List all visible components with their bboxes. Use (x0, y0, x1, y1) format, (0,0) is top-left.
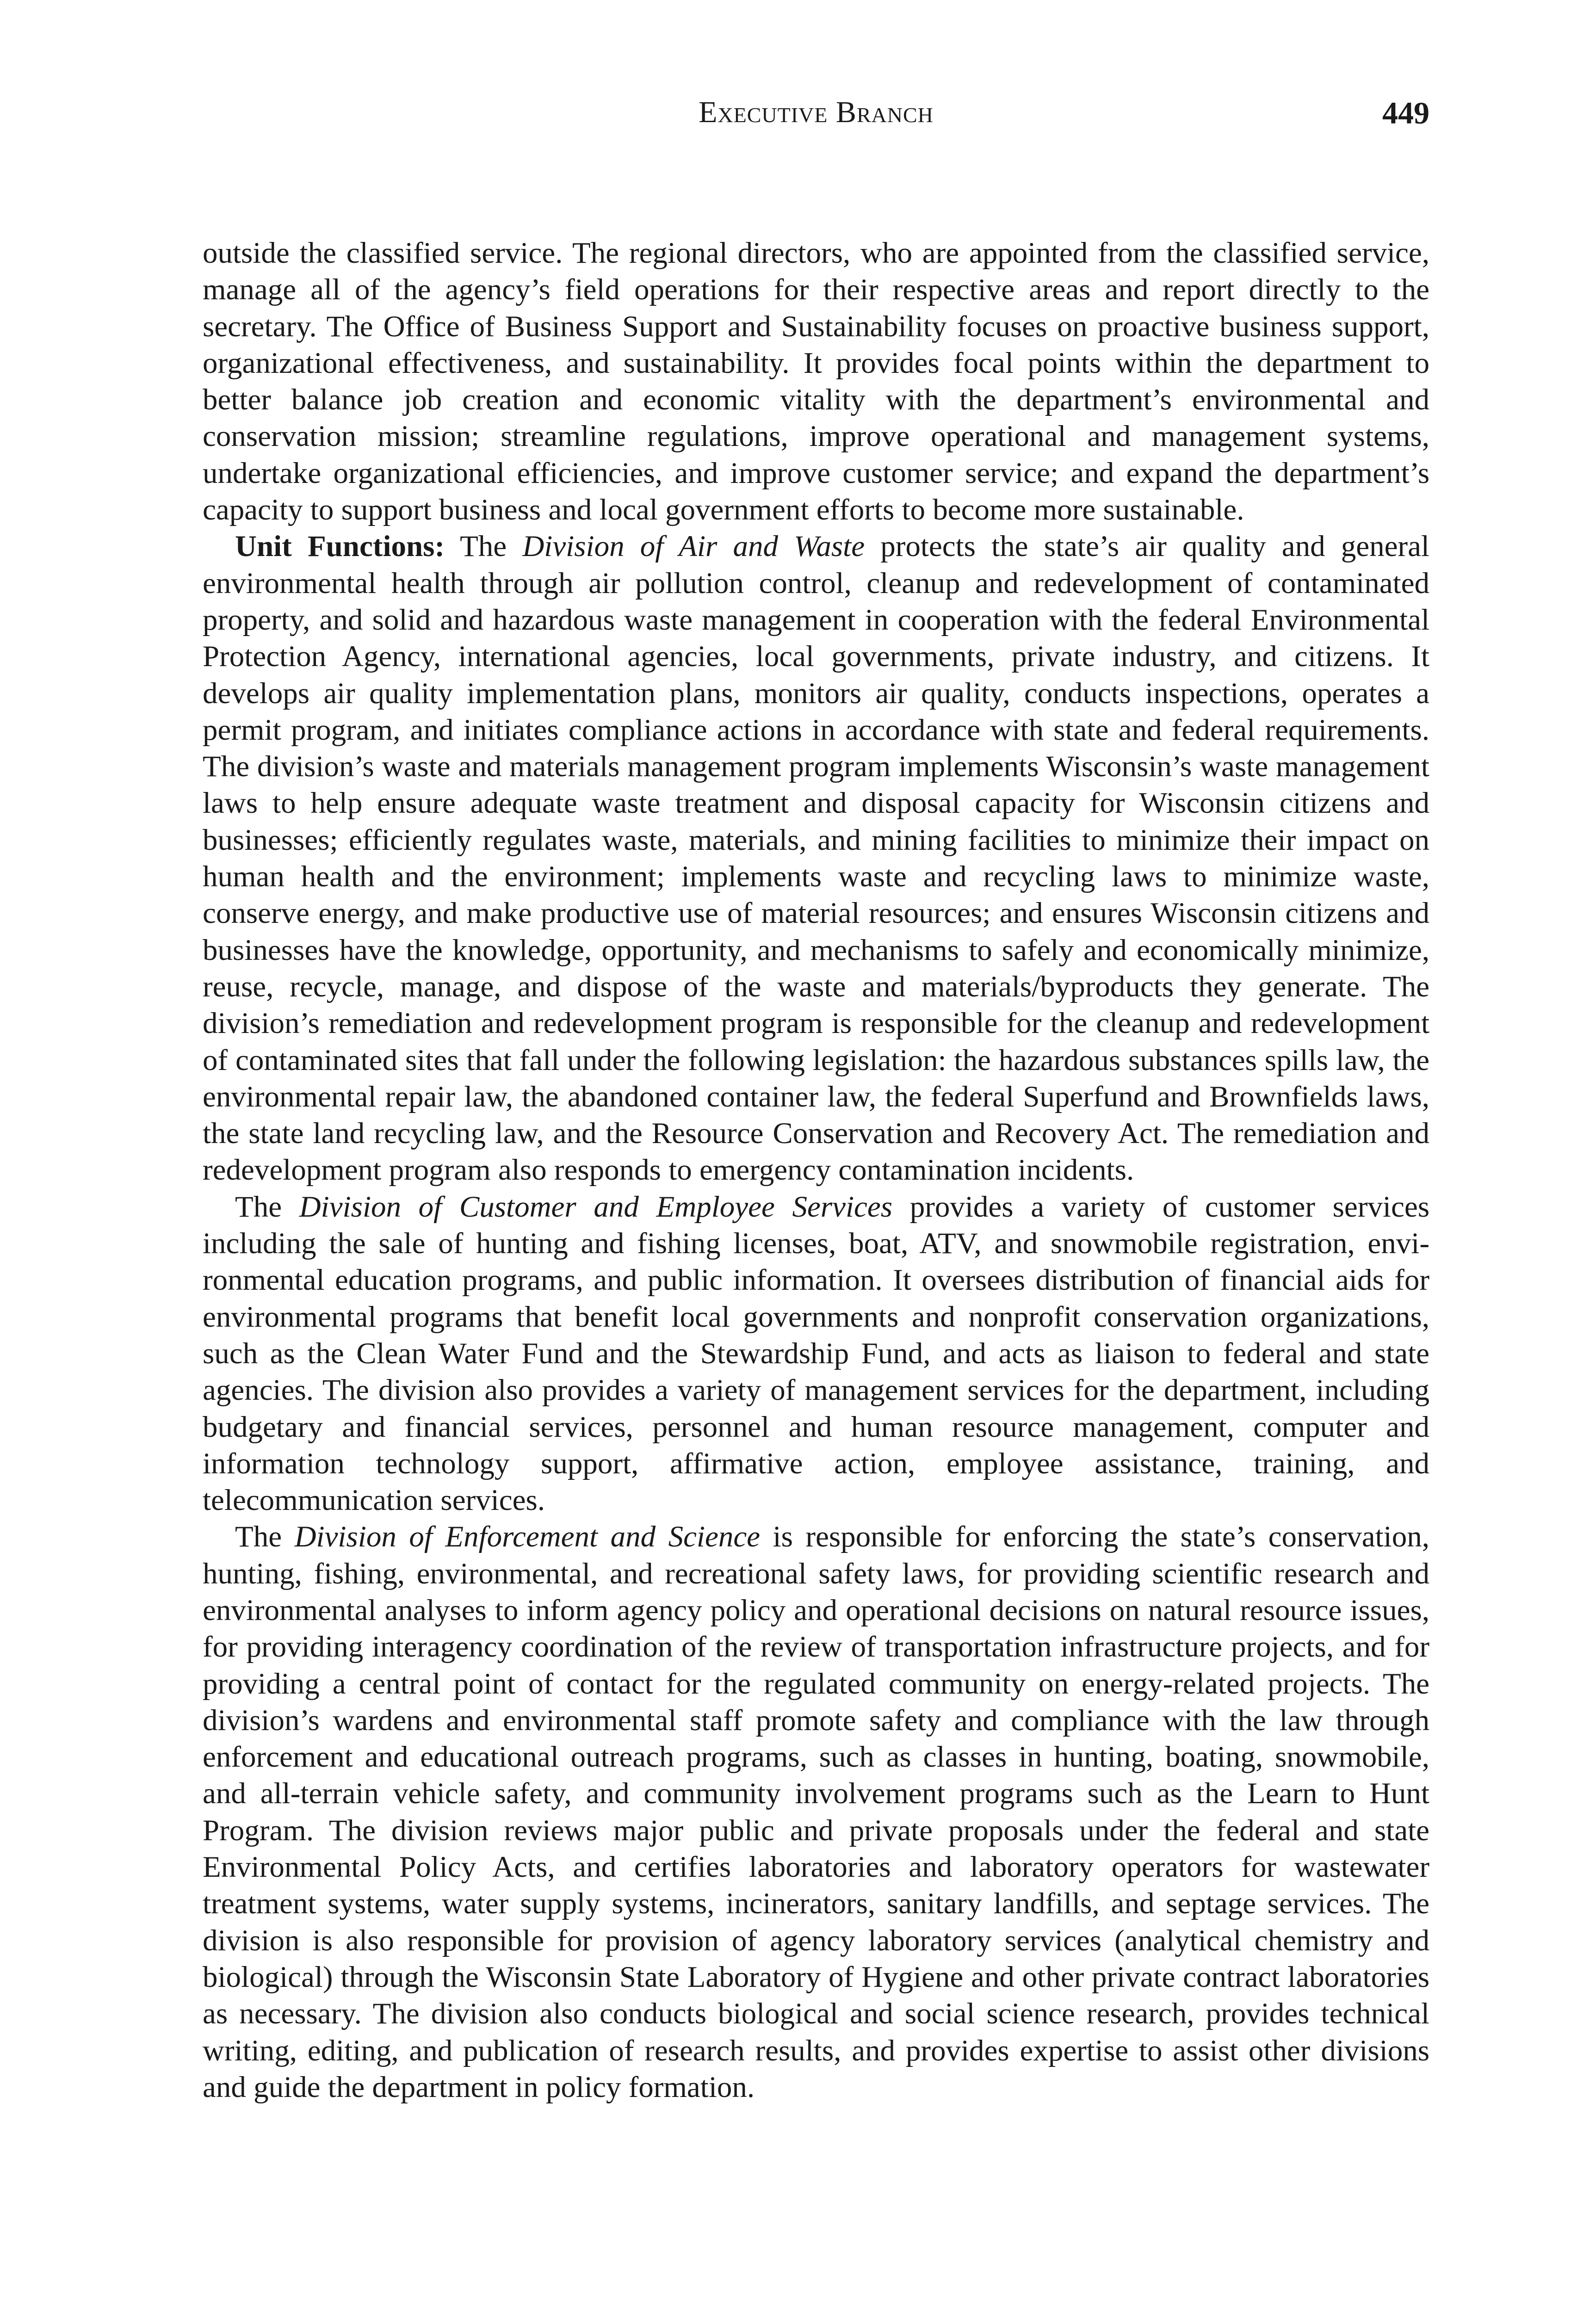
page-number: 449 (1382, 95, 1429, 130)
paragraph-text: The (235, 1190, 299, 1224)
unit-functions-heading: Unit Functions: (235, 530, 445, 563)
paragraph-text: outside the classified service. The regional directors, who are appointed from the classified service, manage all of the agency’s field operations for their respective areas and report directly to the secretary. The Office of Business Support and Sustainability focuses on proactive business support, organizational effectiveness, and sustainability. It provides focal points within the department to better balance job creation and economic vitality with the department’s environmental and conservation mission; streamline regulations, improve operational and management systems, undertake organizational efficiencies, and improve customer service; and expand the department’s capacity to support business and local government efforts to become more sustainable. (203, 236, 1429, 527)
paragraph-division-of-air-and-waste (203, 528, 1429, 1188)
paragraph-text: The (445, 530, 523, 563)
body-text (203, 235, 1429, 2106)
division-name: Division of Customer and Employee Services (299, 1190, 893, 1224)
header-title: Executive Branch (699, 95, 934, 129)
paragraph-text: provides a variety of customer services including the sale of hunting and fishing licenses, boat, ATV, and snowmobile registration, environmental education programs, and public information. It oversees distribution of financial aids for environmental programs that benefit local governments and nonprofit conservation organizations, such as the Clean Water Fund and the Stewardship Fund, and acts as liaison to federal and state agencies. The division also provides a variety of management services for the department, including budgetary and financial services, personnel and human resource management, computer and information technology support, affirmative action, employee assistance, training, and telecommunication services. (203, 1190, 1429, 1517)
paragraph-text: The (235, 1520, 295, 1554)
running-header (203, 95, 1429, 136)
paragraph-division-of-customer-and-employee-services (203, 1189, 1429, 1519)
division-name: Division of Enforcement and Science (294, 1520, 761, 1554)
paragraph-division-of-enforcement-and-science (203, 1519, 1429, 2106)
paragraph-office-of-business-support (203, 235, 1429, 528)
division-name: Division of Air and Waste (522, 530, 865, 563)
paragraph-text: is responsible for enforcing the state’s conservation, hunting, fishing, environmental, and recreational safety laws, for providing scientific research and environmental analyses to inform agency policy and operational decisions on natural resource issues, for providing interagency coordination of the review of transportation infrastructure projects, and for providing a central point of contact for the regulated community on energy-related projects. The division’s wardens and environmental staff promote safety and compliance with the law through enforcement and educational outreach programs, such as classes in hunting, boating, snowmobile, and all-terrain vehicle safety, and community involvement programs such as the Learn to Hunt Program. The division reviews major public and private proposals under the federal and state Environmental Policy Acts, and certifies laboratories and laboratory operators for wastewater treatment systems, water supply systems, incinerators, sanitary landfills, and septage services. The division is also responsible for provision of agency laboratory services (analytical chemistry and biological) through the Wisconsin State Laboratory of Hygiene and other private contract laboratories as necessary. The division also conducts biological and social science research, provides technical writing, editing, and publication of research results, and provides expertise to assist other divisions and guide the department in policy formation. (203, 1520, 1429, 2104)
paragraph-text: protects the state’s air quality and general environmental health through air pollution control, cleanup and redevelopment of contaminated property, and solid and hazardous waste management in cooperation with the federal Environmental Protection Agency, international agencies, local governments, private industry, and citizens. It develops air quality implementation plans, monitors air quality, conducts inspections, operates a permit program, and initiates compliance actions in accordance with state and federal requirements. The division’s waste and materials management program implements Wisconsin’s waste management laws to help ensure adequate waste treatment and disposal capacity for Wisconsin citizens and businesses; efficiently regulates waste, materials, and mining facilities to minimize their impact on human health and the environment; implements waste and recycling laws to minimize waste, conserve energy, and make productive use of material resources; and ensures Wisconsin citizens and businesses have the knowledge, opportunity, and mechanisms to safely and economically minimize, reuse, recycle, manage, and dispose of the waste and materials/byproducts they generate. The division’s remediation and redevelopment program is responsible for the cleanup and redevelopment of contaminated sites that fall under the following legislation: the hazardous substances spills law, the environmental repair law, the abandoned container law, the federal Superfund and Brownfields laws, the state land recycling law, and the Resource Conservation and Recovery Act. The remediation and redevelopment program also responds to emergency contamination incidents. (203, 530, 1429, 1187)
